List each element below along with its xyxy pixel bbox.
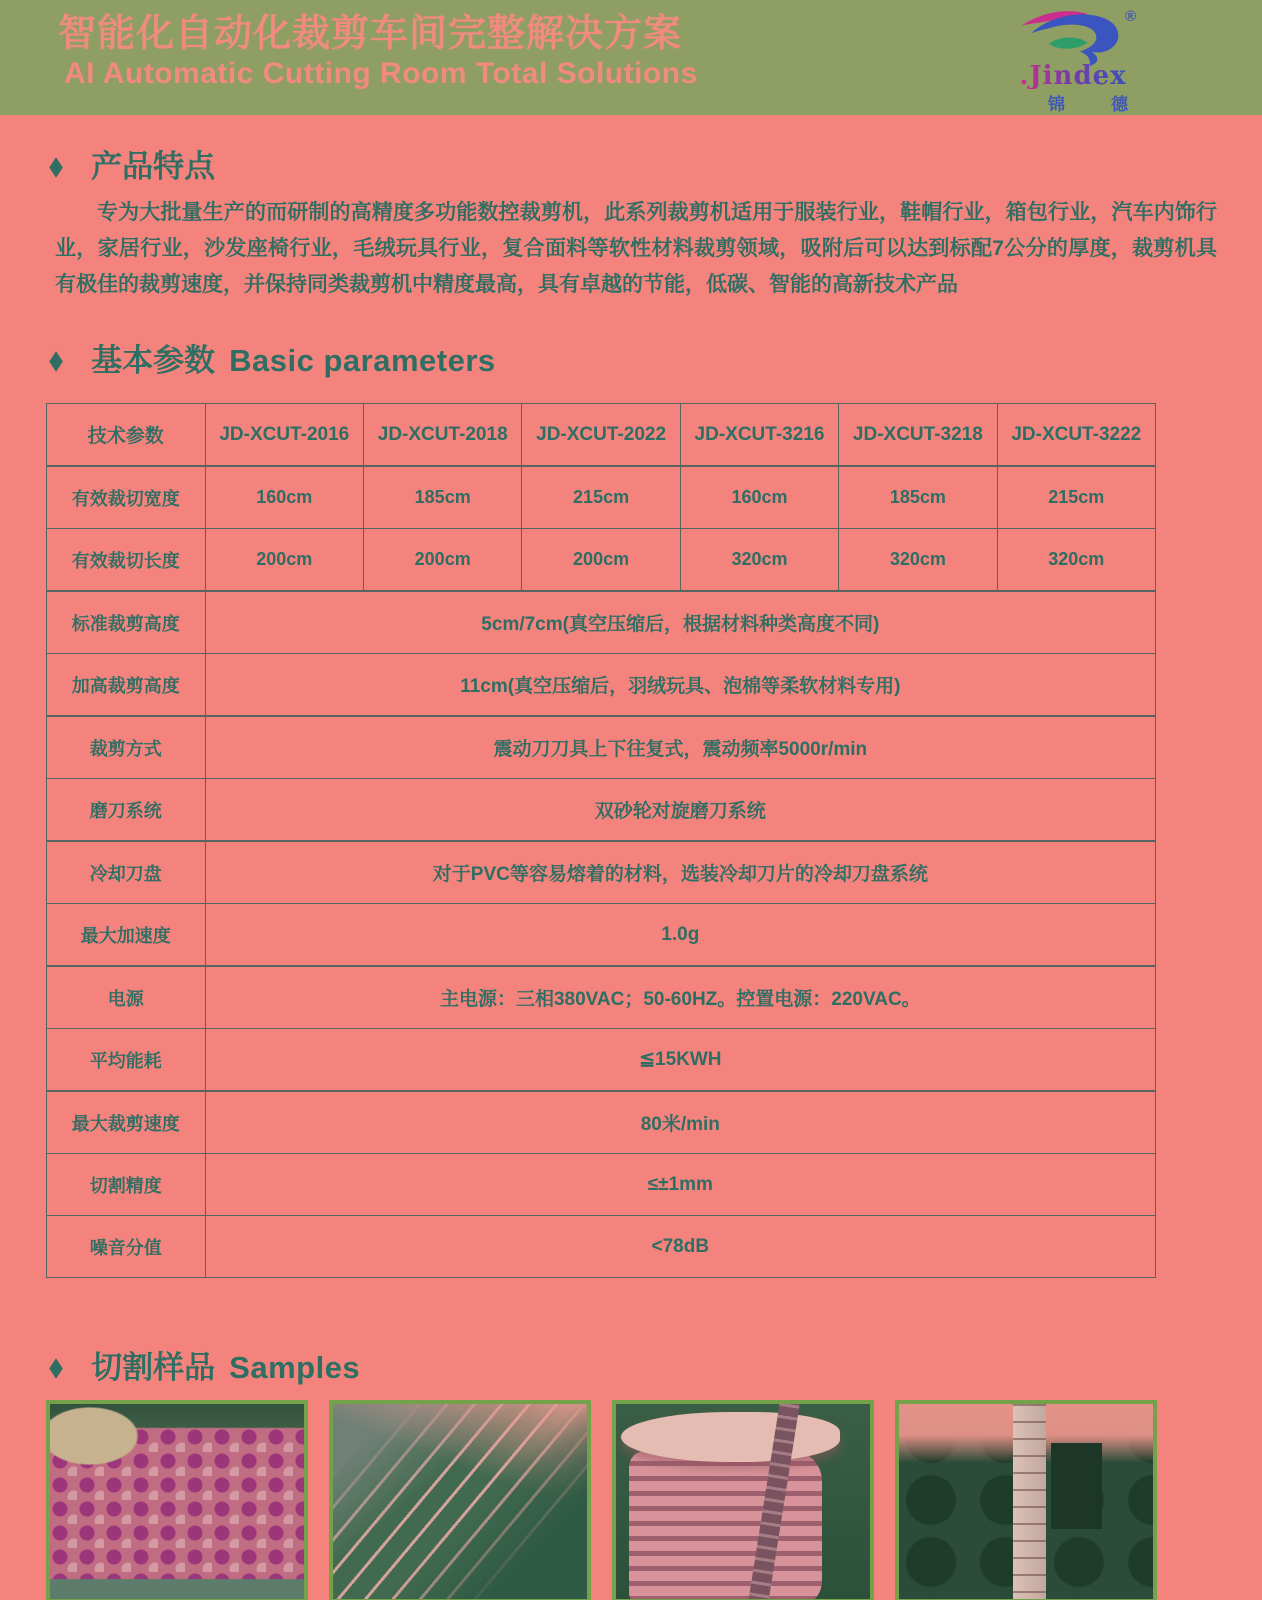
table-header-cell: JD-XCUT-2018 bbox=[364, 404, 522, 467]
table-row bbox=[47, 841, 1156, 904]
jindex-logo bbox=[1002, 4, 1174, 115]
row-label: 平均能耗 bbox=[47, 1029, 206, 1092]
table-row bbox=[47, 716, 1156, 779]
table-row bbox=[47, 1216, 1156, 1278]
fabric-top-layer-shape bbox=[621, 1412, 839, 1463]
diamond-bullet-icon: ◆ bbox=[49, 1353, 63, 1382]
section-heading-features bbox=[48, 147, 1262, 187]
table-header-cell: JD-XCUT-2022 bbox=[522, 404, 680, 467]
row-label: 裁剪方式 bbox=[47, 716, 206, 779]
table-row bbox=[47, 904, 1156, 967]
table-header-cell: JD-XCUT-3216 bbox=[680, 404, 838, 467]
brand-name-zh: 锦德 bbox=[1048, 95, 1174, 114]
row-label: 磨刀系统 bbox=[47, 779, 206, 842]
table-row bbox=[47, 1091, 1156, 1154]
row-value: 200cm bbox=[364, 529, 522, 592]
diamond-bullet-icon: ◆ bbox=[49, 346, 63, 375]
row-label: 最大加速度 bbox=[47, 904, 206, 967]
sample-photo-cut-rounds-with-height-gauge bbox=[895, 1400, 1157, 1600]
parameters-table bbox=[46, 403, 1156, 1278]
row-value: 320cm bbox=[997, 529, 1155, 592]
page-title-zh: 智能化自动化裁剪车间完整解决方案 bbox=[58, 13, 683, 55]
row-value: ≤±1mm bbox=[205, 1154, 1155, 1216]
row-label: 有效裁切长度 bbox=[47, 529, 206, 592]
table-row bbox=[47, 466, 1156, 529]
table-row bbox=[47, 1029, 1156, 1092]
diamond-bullet-icon: ◆ bbox=[49, 152, 63, 181]
row-value: 11cm(真空压缩后，羽绒玩具、泡棉等柔软材料专用) bbox=[205, 654, 1155, 717]
row-label: 切割精度 bbox=[47, 1154, 206, 1216]
row-value: 对于PVC等容易熔着的材料，选装冷却刀片的冷却刀盘系统 bbox=[205, 841, 1155, 904]
swoosh-icon bbox=[1014, 4, 1132, 66]
parameters-title-zh: 基本参数 bbox=[91, 343, 216, 378]
samples-title-zh: 切割样品 bbox=[91, 1350, 216, 1385]
row-value: 185cm bbox=[364, 466, 522, 529]
row-value: 震动刀刀具上下往复式，震动频率5000r/min bbox=[205, 716, 1155, 779]
section-heading-samples bbox=[48, 1348, 1262, 1388]
table-row bbox=[47, 1154, 1156, 1216]
row-value: 160cm bbox=[205, 466, 363, 529]
row-value: 160cm bbox=[680, 466, 838, 529]
row-value: 1.0g bbox=[205, 904, 1155, 967]
dark-slab-shape bbox=[1051, 1443, 1102, 1529]
height-gauge-shape bbox=[1013, 1404, 1046, 1599]
table-row bbox=[47, 529, 1156, 592]
row-label: 最大裁剪速度 bbox=[47, 1091, 206, 1154]
row-value: 320cm bbox=[839, 529, 997, 592]
row-value: 5cm/7cm(真空压缩后，根据材料种类高度不同) bbox=[205, 591, 1155, 654]
parameters-title-en: Basic parameters bbox=[229, 343, 496, 378]
table-header-cell: JD-XCUT-3218 bbox=[839, 404, 997, 467]
table-header-cell: JD-XCUT-3222 bbox=[997, 404, 1155, 467]
row-value: 双砂轮对旋磨刀系统 bbox=[205, 779, 1155, 842]
fabric-stack-shape bbox=[629, 1451, 822, 1600]
sample-photo-cut-pieces-on-cutting-table bbox=[46, 1400, 308, 1600]
features-title: 产品特点 bbox=[91, 149, 216, 184]
table-row bbox=[47, 591, 1156, 654]
table-row bbox=[47, 654, 1156, 717]
sample-photo-stacked-cut-layers-with-ruler bbox=[612, 1400, 874, 1600]
brand-name: .Jindex bbox=[1019, 61, 1127, 91]
row-value: <78dB bbox=[205, 1216, 1155, 1278]
page-header bbox=[0, 0, 1262, 115]
row-label: 冷却刀盘 bbox=[47, 841, 206, 904]
row-value: 主电源：三相380VAC；50-60HZ。控置电源：220VAC。 bbox=[205, 966, 1155, 1029]
row-value: 185cm bbox=[839, 466, 997, 529]
features-paragraph: 专为大批量生产的而研制的高精度多功能数控裁剪机，此系列裁剪机适用于服装行业，鞋帽行业，箱包行业，汽车内饰行业，家居行业，沙发座椅行业，毛绒玩具行业，复合面料等软性材料裁剪领域，吸附后可以达到标配7公分的厚度，裁剪机具有极佳的裁剪速度，并保持同类裁剪机中精度最高，具有卓越的节能，低碳、智能的高新技术产品 bbox=[55, 201, 1217, 296]
row-value: 320cm bbox=[680, 529, 838, 592]
sample-photo-layered-fabric-stack bbox=[329, 1400, 591, 1600]
row-label: 电源 bbox=[47, 966, 206, 1029]
table-row bbox=[47, 779, 1156, 842]
row-value: 200cm bbox=[205, 529, 363, 592]
row-label: 有效裁切宽度 bbox=[47, 466, 206, 529]
row-label: 加高裁剪高度 bbox=[47, 654, 206, 717]
table-header-row bbox=[47, 404, 1156, 467]
section-heading-parameters bbox=[48, 341, 1262, 381]
row-value: ≦15KWH bbox=[205, 1029, 1155, 1092]
row-value: 215cm bbox=[522, 466, 680, 529]
registered-trademark-icon: ® bbox=[1124, 8, 1136, 25]
row-value: 80米/min bbox=[205, 1091, 1155, 1154]
row-label: 噪音分值 bbox=[47, 1216, 206, 1278]
table-header-cell: 技术参数 bbox=[47, 404, 206, 467]
row-value: 215cm bbox=[997, 466, 1155, 529]
sample-photos-row bbox=[46, 1400, 1157, 1600]
table-header-cell: JD-XCUT-2016 bbox=[205, 404, 363, 467]
table-row bbox=[47, 966, 1156, 1029]
row-label: 标准裁剪高度 bbox=[47, 591, 206, 654]
samples-title-en: Samples bbox=[229, 1350, 361, 1385]
row-value: 200cm bbox=[522, 529, 680, 592]
page-title-en: AI Automatic Cutting Room Total Solutions bbox=[64, 57, 698, 90]
